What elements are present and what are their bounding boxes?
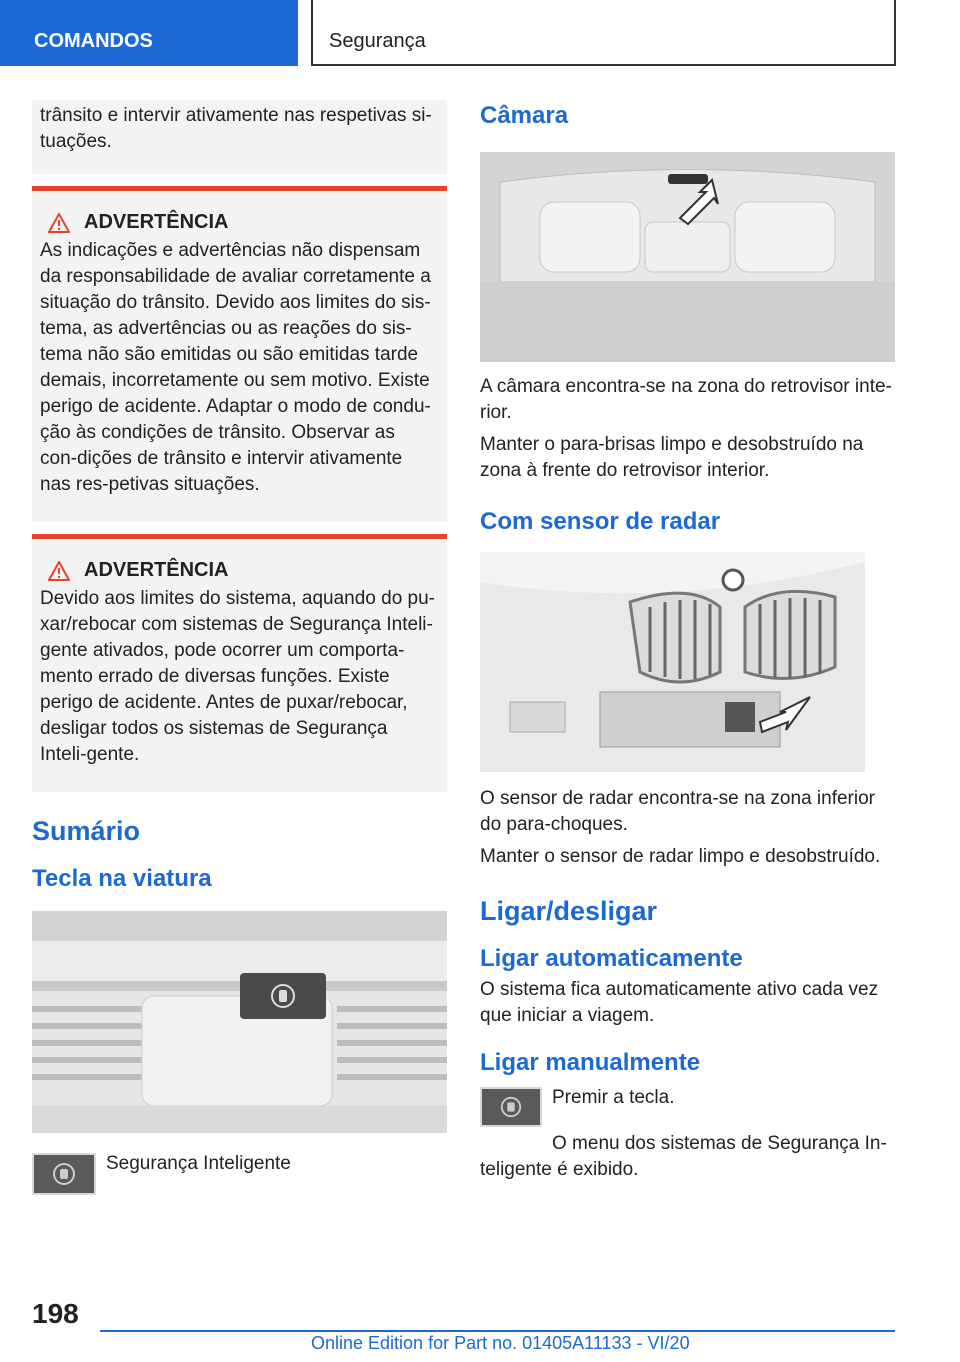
sumario-heading: Sumário [32,816,141,846]
footer-rule [100,1330,895,1332]
continued-text-box [32,100,447,174]
radar-heading: Com sensor de radar [480,508,721,535]
radar-text-1: O sensor de radar encontra-se na zona inferior do para-choques. [480,788,875,835]
warning-box-2 [32,534,447,792]
warning-title-1 [48,211,435,234]
manual-block [480,1087,895,1127]
dashboard-button-photo [32,911,447,1133]
warning-text-2: Devido aos limites do sistema, aquando do pu-xar/rebocar com sistemas de Segurança Inteli-gente ativados, pode ocorrer um comporta-mento errado de diversas funções. Existe perigo de acidente. Antes de puxar/rebocar, desligar todos os sistemas de Segurança Inteli-gente. [40,588,436,765]
tecla-heading: Tecla na viatura [32,865,212,892]
radar-text-2: Manter o sensor de radar limpo e desobstruído. [480,846,881,867]
auto-text: O sistema fica automaticamente ativo cada vez que iniciar a viagem. [480,979,879,1026]
button-caption: Segurança Inteligente [106,1153,291,1174]
continued-text: trânsito e intervir ativamente nas respetivas si- tuações. [40,105,432,152]
manual-heading: Ligar manualmente [480,1049,701,1076]
safety-button-icon[interactable] [480,1087,542,1127]
manual-text-2: O menu dos sistemas de Segurança In-teligente é exibido. [480,1133,887,1180]
manual-text-1: Premir a tecla. [552,1087,675,1108]
page-number: 198 [32,1298,79,1329]
footer-edition: Online Edition for Part no. 01405A11133 - VI/20 [311,1333,690,1353]
camera-text-1: A câmara encontra-se na zona do retrovisor inte-rior. [480,376,892,423]
auto-heading: Ligar automaticamente [480,945,743,972]
warning-box-1 [32,186,447,522]
chapter-tab: COMANDOS [0,0,298,66]
warning-triangle-icon [48,561,70,581]
right-column [480,100,895,1183]
safety-button-icon[interactable] [32,1153,96,1195]
warning-title-text-1: ADVERTÊNCIA [84,211,229,233]
radar-photo [480,552,865,772]
section-title: Segurança [311,0,896,66]
camera-text-2: Manter o para-brisas limpo e desobstruído na zona à frente do retrovisor interior. [480,434,864,481]
left-column [32,100,447,1195]
warning-title-text-2: ADVERTÊNCIA [84,559,229,581]
camera-photo [480,152,895,362]
onoff-heading: Ligar/desligar [480,896,658,926]
warning-text-1: As indicações e advertências não dispensam da responsabilidade de avaliar corretamente a situação do trânsito. Devido aos limites do sis-tema, as advertências ou as reações do sis-tema não são emitidas ou são emitidas tarde demais, incorretamente ou sem motivo. Existe perigo de acidente. Adaptar o modo de condu-ção às condições de trânsito. Observar as con-dições de trânsito e intervir ativamente nas res-petivas situações. [40,240,431,495]
warning-triangle-icon [48,213,70,233]
button-legend [32,1153,447,1195]
camera-heading: Câmara [480,102,569,129]
warning-title-2 [48,559,435,582]
